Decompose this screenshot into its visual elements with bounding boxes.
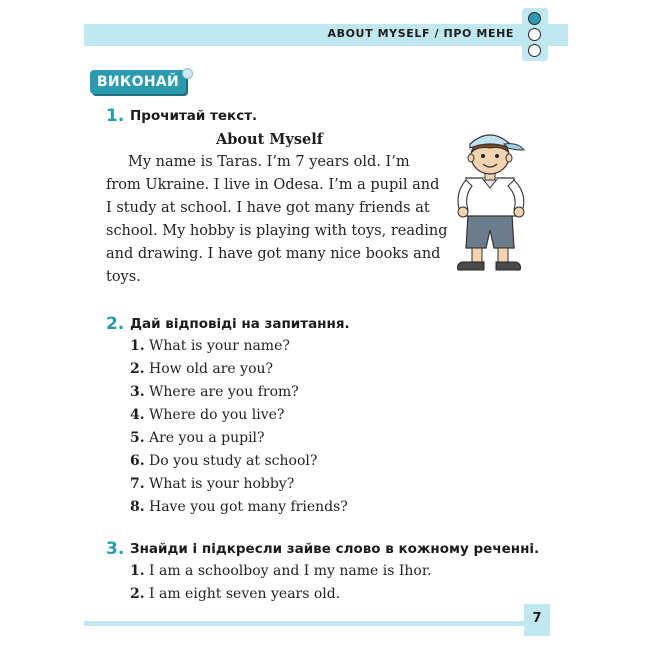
task-badge: ВИКОНАЙ — [90, 70, 186, 94]
progress-dot-empty — [528, 28, 541, 41]
question-text: Do you study at school? — [149, 453, 318, 469]
progress-dot-filled — [528, 12, 541, 25]
reading-title: About Myself — [216, 131, 323, 148]
question-number: 1. — [130, 338, 145, 354]
sentence-text: I am a schoolboy and I my name is Ihor. — [149, 563, 432, 579]
question-text: What is your name? — [149, 338, 290, 354]
sentence-text: I am eight seven years old. — [149, 586, 341, 602]
progress-dot-empty — [528, 44, 541, 57]
question-text: Are you a pupil? — [149, 430, 265, 446]
question-text: Where are you from? — [149, 384, 299, 400]
paragraph-line: toys. — [106, 269, 141, 285]
paragraph-line: I study at school. I have got many friends at — [106, 200, 430, 216]
question-number: 4. — [130, 407, 145, 423]
question-text: Where do you live? — [149, 407, 285, 423]
footer-strip — [84, 621, 524, 626]
question-number: 3. — [130, 384, 145, 400]
question-number: 5. — [130, 430, 145, 446]
question-number: 7. — [130, 476, 145, 492]
task-3-number: 3. — [106, 539, 125, 559]
task-2-number: 2. — [106, 314, 125, 334]
section-title: ABOUT MYSELF / ПРО МЕНЕ — [327, 27, 514, 40]
paragraph-line: and drawing. I have got many nice books and — [106, 246, 441, 262]
paragraph-line: school. My hobby is playing with toys, reading — [106, 223, 448, 239]
task-1-title: Прочитай текст. — [130, 108, 258, 124]
question-number: 6. — [130, 453, 145, 469]
task-2-title: Дай відповіді на запитання. — [130, 316, 350, 332]
question-text: How old are you? — [149, 361, 274, 377]
boy-illustration — [438, 122, 542, 274]
question-text: Have you got many friends? — [149, 499, 348, 515]
task-3-title: Знайди і підкресли зайве слово в кожному реченні. — [130, 541, 540, 557]
question-number: 2. — [130, 361, 145, 377]
sentence-number: 2. — [130, 586, 145, 602]
sparkle-icon — [182, 68, 193, 79]
paragraph-line: My name is Taras. I’m 7 years old. I’m — [128, 154, 410, 170]
task-1-number: 1. — [106, 106, 125, 126]
question-text: What is your hobby? — [149, 476, 295, 492]
sentence-number: 1. — [130, 563, 145, 579]
page-number: 7 — [532, 611, 542, 626]
question-number: 8. — [130, 499, 145, 515]
paragraph-line: from Ukraine. I live in Odesa. I’m a pupil and — [106, 177, 440, 193]
